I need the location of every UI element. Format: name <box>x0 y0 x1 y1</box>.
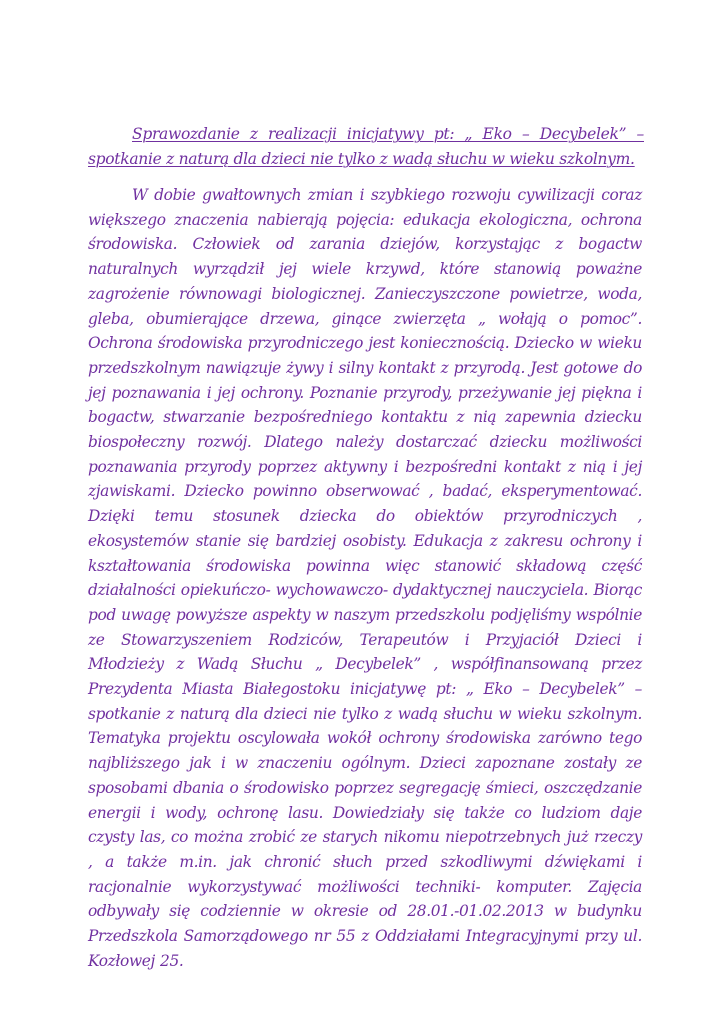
document-title: Sprawozdanie z realizacji inicjatywy pt: „ Eko – Decybelek” – spotkanie z naturą dla dzieci nie tylko z wadą słuchu w wieku szkolnym. <box>88 125 644 168</box>
body-paragraph: W dobie gwałtownych zmian i szybkiego rozwoju cywilizacji coraz większego znaczenia nabierają pojęcia: edukacja ekologiczna, ochrona środowiska. Człowiek od zarania dziejów, korzystając z bogactw naturalnych wyrządził jej wiele krzywd, które stanowią poważne zagrożenie równowagi biologicznej. Zanieczyszczone powietrze, woda, gleba, obumierające drzewa, ginące zwierzęta „ wołają o pomoc”. Ochrona środowiska przyrodniczego jest koniecznością. Dziecko w wieku przedszkolnym nawiązuje żywy i silny kontakt z przyrodą. Jest gotowe do jej poznawania i jej ochrony. Poznanie przyrody, przeżywanie jej piękna i bogactw, stwarzanie bezpośredniego kontaktu z nią zapewnia dziecku biospołeczny rozwój. Dlatego należy dostarczać dziecku możliwości poznawania przyrody poprzez aktywny i bezpośredni kontakt z nią i jej zjawiskami. Dziecko powinno obserwować , badać, eksperymentować. Dzięki temu stosunek dziecka do obiektów przyrodniczych , ekosystemów stanie się bardziej osobisty. Edukacja z zakresu ochrony i kształtowania środowiska powinna więc stanowić składową część działalności opiekuńczo- wychowawczo- dydaktycznej nauczyciela. Biorąc pod uwagę powyższe aspekty w naszym przedszkolu podjęliśmy wspólnie ze Stowarzyszeniem Rodziców, Terapeutów i Przyjaciół Dzieci i Młodzieży z Wadą Słuchu „ Decybelek” , współfinansowaną przez Prezydenta Miasta Białegostoku inicjatywę pt: „ Eko – Decybelek” – spotkanie z naturą dla dzieci nie tylko z wadą słuchu w wieku szkolnym. Tematyka projektu oscylowała wokół ochrony środowiska zarówno tego najbliższego jak i w znaczeniu ogólnym. Dzieci zapoznane zostały ze sposobami dbania o środowisko poprzez segregację śmieci, oszczędzanie energii i wody, ochronę lasu. Dowiedziały się także co ludziom daje czysty las, co można zrobić ze starych nikomu niepotrzebnych już rzeczy , a także m.in. jak chronić słuch przed szkodliwymi dźwiękami i racjonalnie wykorzystywać możliwości techniki- komputer. Zajęcia odbywały się codziennie w okresie od 28.01.-01.02.2013 w budynku Przedszkola Samorządowego nr 55 z Oddziałami Integracyjnymi przy ul. Kozłowej 25. <box>88 186 642 970</box>
